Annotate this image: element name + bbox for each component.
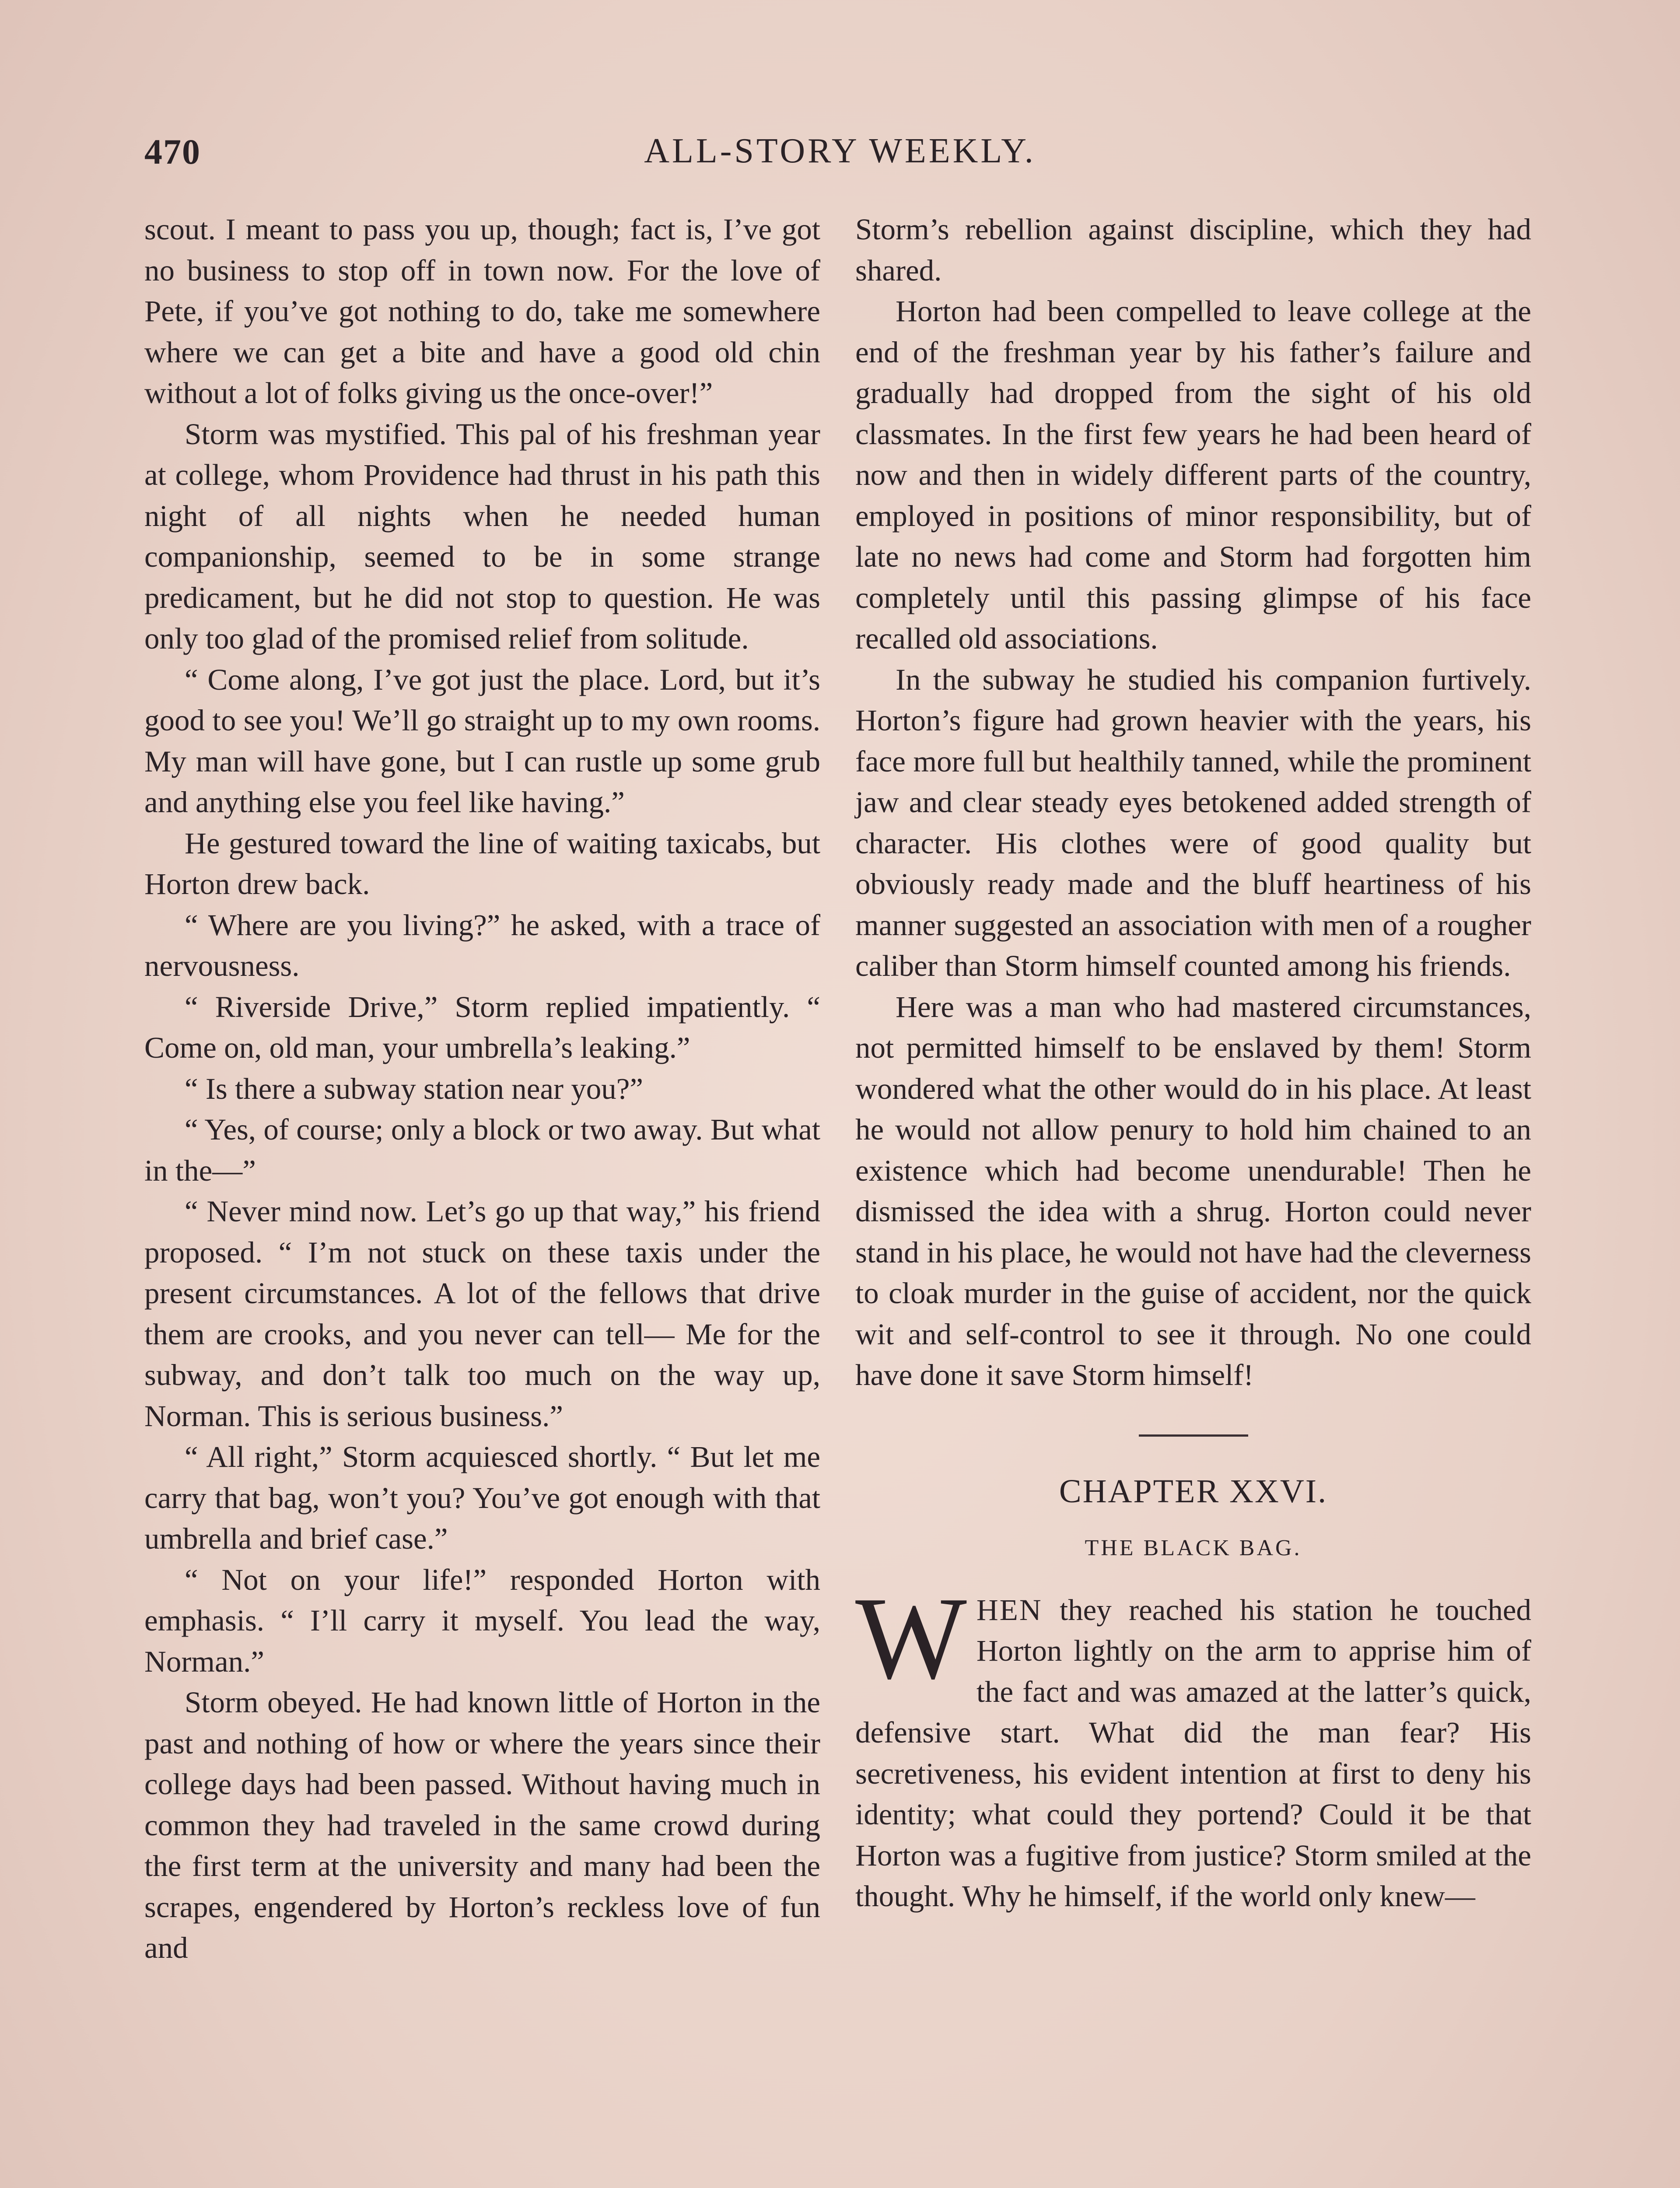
chapter-opening-paragraph (855, 1572, 1531, 1917)
paragraph: “ Riverside Drive,” Storm replied impatiently. “ Come on, old man, your umbrella’s leaking.” (144, 990, 820, 1064)
section-divider (1139, 1434, 1248, 1437)
page-number: 470 (144, 132, 201, 172)
chapter-subtitle: THE BLACK BAG. (1085, 1535, 1302, 1560)
paragraph: Storm’s rebellion against discipline, which they had shared. (855, 213, 1531, 287)
drop-cap: W (855, 1572, 967, 1704)
paragraph: “ Not on your life!” responded Horton with emphasis. “ I’ll carry it myself. You lead the way, Norman.” (144, 1563, 820, 1678)
paragraph: Storm obeyed. He had known little of Horton in the past and nothing of how or where the years since their college days had been passed. Without having much in common they had traveled in the same crowd during the first term at the university and many had been the scrapes, engendered by Horton’s reckless love of fun and (144, 1686, 820, 1964)
running-title: ALL-STORY WEEKLY. (644, 132, 1036, 170)
paragraph: scout. I meant to pass you up, though; fact is, I’ve got no business to stop off in town now. For the love of Pete, if you’ve got nothing to do, take me somewhere where we can get a bite and have a good old chin without a lot of folks giving us the once-over!” (144, 213, 820, 410)
paragraph: Horton had been compelled to leave college at the end of the freshman year by his father’s failure and gradually had dropped from the sight of his old classmates. In the first few years he had been heard of now and then in widely different parts of the country, employed in positions of minor responsibility, but of late no news had come and Storm had forgotten him completely until this passing glimpse of his face recalled old associations. (855, 295, 1531, 655)
opening-small-caps: HEN (976, 1593, 1043, 1627)
opening-text: they reached his station he touched Horton lightly on the arm to apprise him of the fact and was amazed at the latter’s quick, defensive start. What did the man fear? His secretiveness, his evident intention at first to deny his identity; what could they portend? Could it be that Horton was a fugitive from justice? Storm smiled at the thought. Why he himself, if the world only knew— (855, 1593, 1531, 1913)
paragraph: “ Yes, of course; only a block or two away. But what in the—” (144, 1113, 820, 1187)
paragraph: “ Never mind now. Let’s go up that way,” his friend proposed. “ I’m not stuck on these taxis under the present circumstances. A lot of the fellows that drive them are crooks, and you never can tell— Me for the subway, and don’t talk too much on the way up, Norman. This is serious business.” (144, 1195, 820, 1433)
paragraph: Here was a man who had mastered circumstances, not permitted himself to be enslaved by them! Storm wondered what the other would do in his place. At least he would not allow penury to hold him chained to an existence which had become unendurable! Then he dismissed the idea with a shrug. Horton could never stand in his place, he would not have had the cleverness to cloak murder in the guise of accident, nor the quick wit and self-control to see it through. No one could have done it save Storm himself! (855, 990, 1531, 1392)
paragraph: In the subway he studied his companion furtively. Horton’s figure had grown heavier with the years, his face more full but healthily tanned, while the prominent jaw and clear steady eyes betokened added strength of character. His clothes were of good quality but obviously ready made and the bluff heartiness of his manner suggested an association with men of a rougher caliber than Storm himself counted among his friends. (855, 663, 1531, 982)
paragraph: “ Come along, I’ve got just the place. Lord, but it’s good to see you! We’ll go straight up to my own rooms. My man will have gone, but I can rustle up some grub and anything else you feel like having.” (144, 663, 820, 819)
paragraph: “ Is there a subway station near you?” (185, 1072, 644, 1105)
left-column (144, 209, 820, 1969)
chapter-title: CHAPTER XXVI. (1059, 1473, 1328, 1510)
right-column (855, 209, 1531, 1917)
paragraph: “ All right,” Storm acquiesced shortly. “ But let me carry that bag, won’t you? You’ve got enough with that umbrella and brief case.” (144, 1440, 820, 1555)
paragraph: “ Where are you living?” he asked, with a trace of nervousness. (144, 908, 820, 982)
paragraph: He gestured toward the line of waiting taxicabs, but Horton drew back. (144, 826, 820, 901)
page-header (144, 131, 1536, 179)
paragraph: Storm was mystified. This pal of his freshman year at college, whom Providence had thrust in his path this night of all nights when he needed human companionship, seemed to be in some strange predicament, but he did not stop to question. He was only too glad of the promised relief from solitude. (144, 417, 820, 655)
